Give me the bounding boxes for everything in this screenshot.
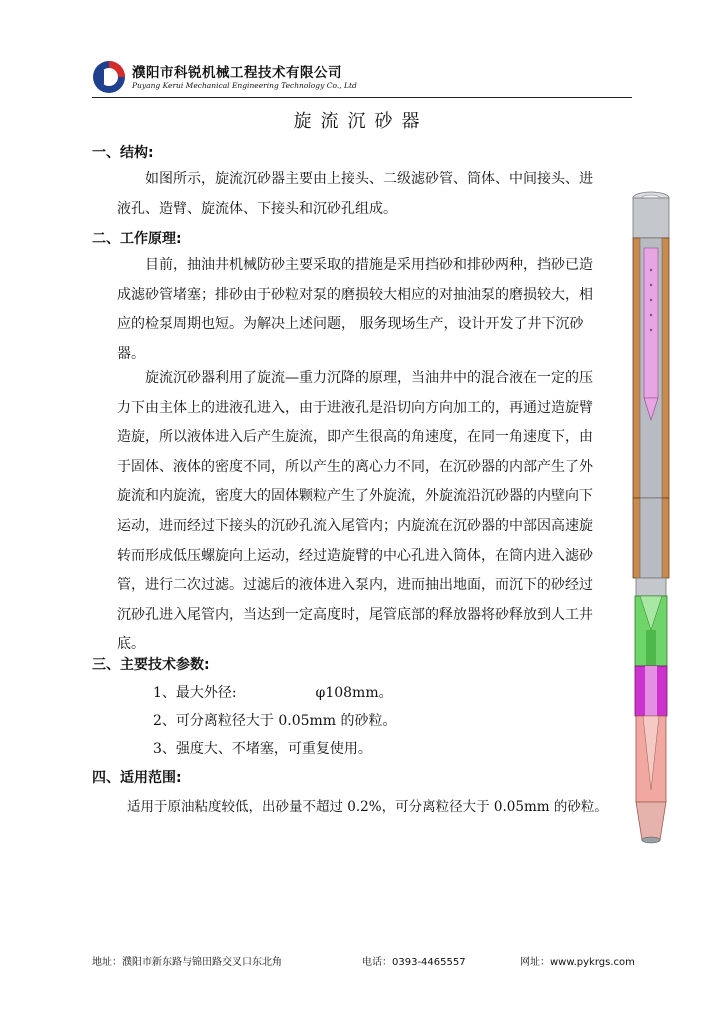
header-divider — [92, 97, 632, 98]
section-structure-text — [117, 165, 615, 224]
section-scope-heading: 四、适用范围: — [92, 770, 182, 786]
section-structure-heading: 一、结构: — [92, 145, 154, 161]
text-line: 旋流沉砂器利用了旋流—重力沉降的原理，当油井中的混合液在一定的压 — [145, 370, 593, 386]
text-line: 器。 — [117, 345, 145, 362]
text-line: 力下由主体上的进液孔进入，由于进液孔是沿切向方向加工的，再通过造旋臂 — [117, 399, 593, 416]
company-logo — [92, 60, 126, 94]
text-line: 转而形成低压螺旋向上运动，经过造旋臂的中心孔进入筒体，在筒内进入滤砂 — [117, 547, 593, 564]
param-item-1 — [153, 682, 393, 702]
letterhead — [92, 56, 632, 98]
param-value: φ108mm。 — [315, 685, 393, 701]
text-line: 管，进行二次过滤。过滤后的液体进入泵内，进而抽出地面，而沉下的砂经过 — [117, 577, 593, 594]
text-line: 旋流和内旋流，密度大的固体颗粒产生了外旋流，外旋流沿沉砂器的内壁向下 — [117, 488, 593, 505]
section-scope-text: 适用于原油粘度较低，出砂量不超过 0.2%，可分离粒径大于 0.05mm 的砂粒。 — [127, 799, 608, 815]
footer-address: 地址：濮阳市新东路与锦田路交叉口东北角 — [92, 957, 282, 968]
text-line: 于固体、液体的密度不同，所以产生的离心力不同，在沉砂器的内部产生了外 — [117, 458, 593, 475]
text-line: 运动，进而经过下接头的沉砂孔流入尾管内；内旋流在沉砂器的中部因高速旋 — [117, 517, 593, 534]
text-line: 液孔、造臂、旋流体、下接头和沉砂孔组成。 — [117, 200, 397, 217]
text-line: 成滤砂管堵塞；排砂由于砂粒对泵的磨损较大相应的对抽油泵的磨损较大，相 — [117, 286, 593, 303]
document-title: 旋流沉砂器 — [293, 111, 429, 132]
section-params-heading: 三、主要技术参数: — [92, 657, 210, 673]
section-principle-para2 — [117, 364, 615, 660]
text-line: 造旋，所以液体进入后产生旋流，即产生很高的角速度，在同一角速度下，由 — [117, 429, 593, 446]
param-item-2: 2、可分离粒径大于 0.05mm 的砂粒。 — [153, 713, 397, 729]
param-label: 1、最大外径: — [153, 685, 237, 701]
sand-settler-illustration — [626, 190, 676, 850]
text-line: 如图所示，旋流沉砂器主要由上接头、二级滤砂管、筒体、中间接头、进 — [145, 171, 593, 187]
text-line: 目前，抽油井机械防砂主要采取的措施是采用挡砂和排砂两种，挡砂已造 — [145, 257, 593, 273]
footer-website: 网址：www.pykrgs.com — [520, 957, 635, 968]
text-line: 沉砂孔进入尾管内，当达到一定高度时，尾管底部的释放器将砂释放到人工井 — [117, 606, 593, 623]
company-name-cn: 濮阳市科锐机械工程技术有限公司 — [132, 65, 342, 81]
text-line: 应的检泵周期也短。为解决上述问题， 服务现场生产，设计开发了井下沉砂 — [117, 316, 584, 333]
param-item-3: 3、强度大、不堵塞，可重复使用。 — [153, 741, 372, 757]
section-principle-heading: 二、工作原理: — [92, 231, 182, 247]
text-line: 底。 — [117, 636, 145, 653]
footer-phone: 电话：0393-4465557 — [362, 957, 466, 968]
section-principle-para1 — [117, 251, 615, 369]
company-name-en: Puyang Kerui Mechanical Engineering Technology Co., Ltd — [132, 81, 357, 90]
